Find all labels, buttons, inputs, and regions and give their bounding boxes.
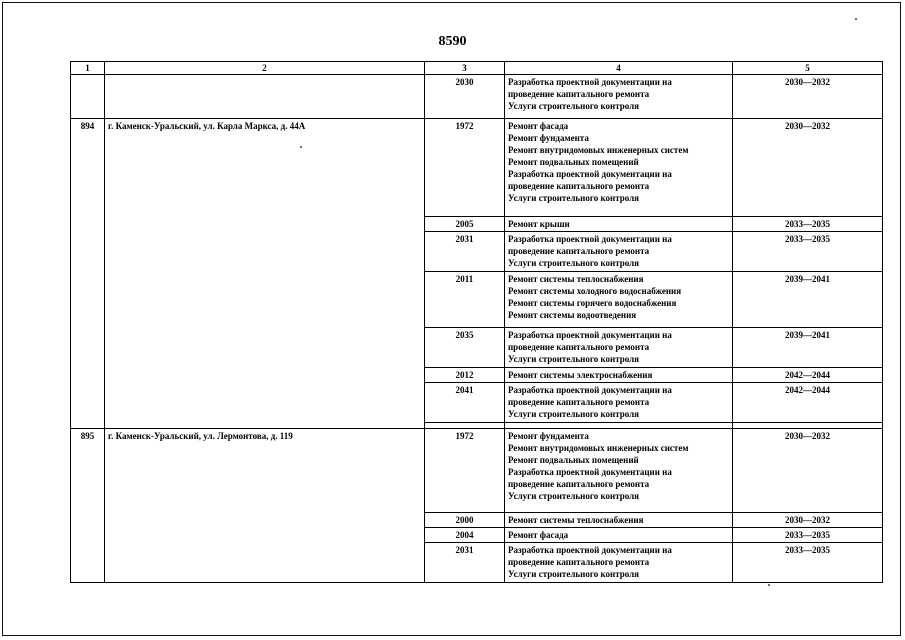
header-cell: 1 <box>71 62 105 75</box>
work-item: Ремонт внутридомовых инженерных систем <box>508 443 689 453</box>
period-cell: 2030—2032 <box>733 429 883 513</box>
works-cell <box>505 383 733 423</box>
work-item: Разработка проектной документации на <box>508 234 672 244</box>
table-row <box>71 429 883 513</box>
work-item: Разработка проектной документации на <box>508 169 672 179</box>
period-cell: 2030—2032 <box>733 119 883 217</box>
year-cell: 2011 <box>425 272 505 328</box>
period-cell: 2030—2032 <box>733 75 883 119</box>
work-item: Ремонт системы теплоснабжения <box>508 515 644 525</box>
works-cell <box>505 272 733 328</box>
year-cell: 2012 <box>425 368 505 383</box>
row-number-cell <box>71 75 105 119</box>
work-item: проведение капитального ремонта <box>508 342 650 352</box>
header-cell: 5 <box>733 62 883 75</box>
work-item: Услуги строительного контроля <box>508 101 640 111</box>
work-item: проведение капитального ремонта <box>508 557 650 567</box>
work-item: проведение капитального ремонта <box>508 479 650 489</box>
work-item: Ремонт подвальных помещений <box>508 157 639 167</box>
works-cell <box>505 368 733 383</box>
header-cell: 2 <box>105 62 425 75</box>
work-item: Ремонт подвальных помещений <box>508 455 639 465</box>
address-cell: г. Каменск-Уральский, ул. Карла Маркса, д. 44А <box>105 119 425 429</box>
work-item: Ремонт системы холодного водоснабжения <box>508 286 682 296</box>
year-cell: 2031 <box>425 543 505 583</box>
period-cell: 2033—2035 <box>733 528 883 543</box>
year-cell: 2004 <box>425 528 505 543</box>
header-cell: 4 <box>505 62 733 75</box>
works-cell <box>505 543 733 583</box>
work-item: Ремонт системы водоотведения <box>508 310 637 320</box>
works-cell <box>505 119 733 217</box>
work-item: Разработка проектной документации на <box>508 467 672 477</box>
header-cell: 3 <box>425 62 505 75</box>
year-cell: 2000 <box>425 513 505 528</box>
work-item: Ремонт крыши <box>508 219 570 229</box>
work-item: проведение капитального ремонта <box>508 89 650 99</box>
work-item: Разработка проектной документации на <box>508 545 672 555</box>
work-item: Ремонт фасада <box>508 530 569 540</box>
work-item: Услуги строительного контроля <box>508 569 640 579</box>
works-cell <box>505 513 733 528</box>
scan-speck <box>855 18 857 20</box>
work-item: проведение капитального ремонта <box>508 181 650 191</box>
year-cell: 2030 <box>425 75 505 119</box>
repair-schedule-table <box>70 61 883 583</box>
work-item: Услуги строительного контроля <box>508 409 640 419</box>
work-item: Услуги строительного контроля <box>508 258 640 268</box>
period-cell: 2033—2035 <box>733 217 883 232</box>
year-cell: 2041 <box>425 383 505 423</box>
works-cell <box>505 528 733 543</box>
work-item: Ремонт системы теплоснабжения <box>508 274 644 284</box>
works-cell <box>505 328 733 368</box>
year-cell: 1972 <box>425 429 505 513</box>
year-cell: 2031 <box>425 232 505 272</box>
work-item: Разработка проектной документации на <box>508 385 672 395</box>
works-cell <box>505 232 733 272</box>
work-item: Ремонт фундамента <box>508 431 589 441</box>
work-item: Разработка проектной документации на <box>508 330 672 340</box>
period-cell: 2042—2044 <box>733 368 883 383</box>
work-item: проведение капитального ремонта <box>508 397 650 407</box>
row-number-cell: 894 <box>71 119 105 429</box>
work-item: Разработка проектной документации на <box>508 77 672 87</box>
year-cell: 2035 <box>425 328 505 368</box>
work-item: Ремонт системы электроснабжения <box>508 370 653 380</box>
work-item: Ремонт внутридомовых инженерных систем <box>508 145 689 155</box>
works-cell <box>505 429 733 513</box>
table-row <box>71 75 883 119</box>
address-cell <box>105 75 425 119</box>
work-item: Услуги строительного контроля <box>508 491 640 501</box>
row-number-cell: 895 <box>71 429 105 583</box>
period-cell: 2033—2035 <box>733 232 883 272</box>
period-cell: 2033—2035 <box>733 543 883 583</box>
works-cell <box>505 75 733 119</box>
work-item: Услуги строительного контроля <box>508 193 640 203</box>
year-cell: 2005 <box>425 217 505 232</box>
period-cell: 2039—2041 <box>733 328 883 368</box>
work-item: Ремонт фасада <box>508 121 569 131</box>
year-cell: 1972 <box>425 119 505 217</box>
work-item: Ремонт фундамента <box>508 133 589 143</box>
work-item: проведение капитального ремонта <box>508 246 650 256</box>
table-row <box>71 119 883 217</box>
address-cell: г. Каменск-Уральский, ул. Лермонтова, д. 119 <box>105 429 425 583</box>
work-item: Услуги строительного контроля <box>508 354 640 364</box>
period-cell: 2030—2032 <box>733 513 883 528</box>
period-cell: 2042—2044 <box>733 383 883 423</box>
period-cell: 2039—2041 <box>733 272 883 328</box>
work-item: Ремонт системы горячего водоснабжения <box>508 298 677 308</box>
works-cell <box>505 217 733 232</box>
scan-speck <box>768 584 770 586</box>
table-header-row <box>71 62 883 75</box>
page-number: 8590 <box>438 34 467 49</box>
scan-speck <box>300 146 302 148</box>
